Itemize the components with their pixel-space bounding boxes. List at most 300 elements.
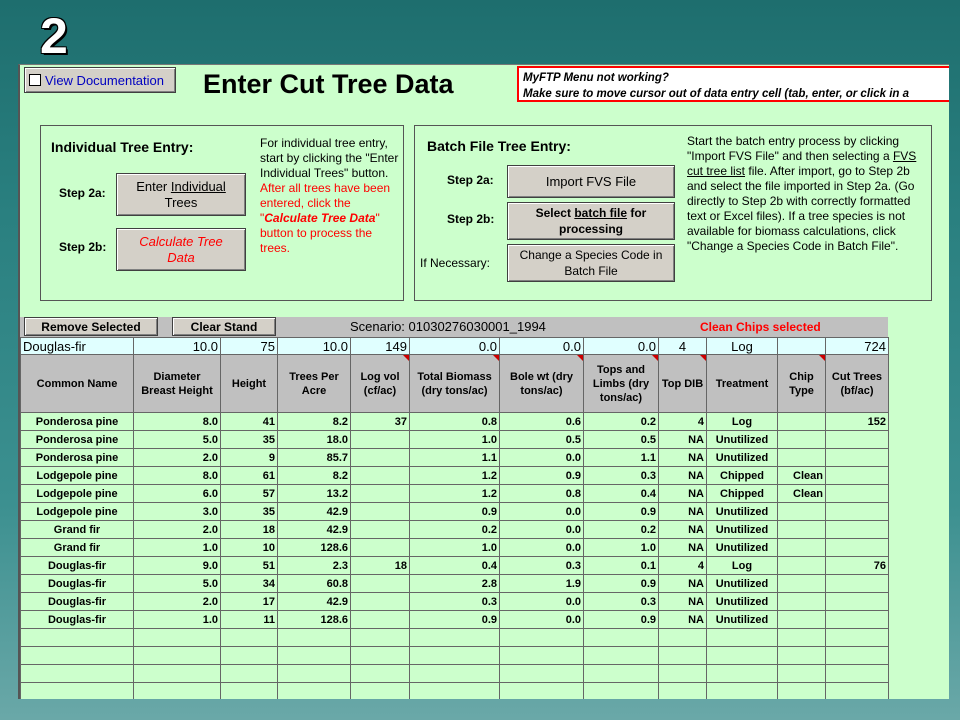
cell-chip-type[interactable] [778, 431, 826, 449]
checkbox-icon [29, 74, 41, 86]
slide-number: 2 [40, 8, 68, 64]
cell-cut-trees[interactable] [826, 593, 889, 611]
view-documentation-label: View Documentation [45, 72, 164, 88]
cell-chip-type[interactable] [778, 593, 826, 611]
entry-cell-tops-limbs[interactable]: 0.0 [584, 338, 659, 355]
cell-tops-limbs[interactable]: 0.3 [584, 467, 659, 485]
cell-trees-per-acre[interactable] [278, 629, 351, 647]
cell-trees-per-acre[interactable]: 42.9 [278, 521, 351, 539]
header-label: Bole wt (dry tons/ac) [510, 370, 573, 397]
entry-cell-trees-per-acre[interactable]: 10.0 [278, 338, 351, 355]
cell-height[interactable] [221, 647, 278, 665]
cell-log-vol[interactable] [351, 449, 410, 467]
header-label: Total Biomass (dry tons/ac) [417, 370, 492, 397]
entry-cell-log-vol[interactable]: 149 [351, 338, 410, 355]
menu-warning-box [517, 66, 949, 102]
cell-height[interactable]: 61 [221, 467, 278, 485]
cell-top-dib[interactable]: NA [659, 575, 707, 593]
cell-common-name[interactable]: Douglas-fir [21, 557, 134, 575]
cell-dbh[interactable]: 9.0 [134, 557, 221, 575]
cell-cut-trees[interactable] [826, 431, 889, 449]
warning-line-2: Make sure to move cursor out of data entry cell (tab, enter, or click in a [523, 88, 910, 100]
cell-treatment[interactable]: Unutilized [707, 575, 778, 593]
cell-treatment[interactable]: Log [707, 557, 778, 575]
calculate-label: Calculate Tree Data [139, 233, 223, 265]
cell-chip-type[interactable] [778, 629, 826, 647]
grid-toolbar [20, 317, 888, 337]
clear-stand-button[interactable] [172, 317, 276, 336]
cell-dbh[interactable]: 6.0 [134, 485, 221, 503]
cell-cut-trees[interactable]: 76 [826, 557, 889, 575]
cell-trees-per-acre[interactable]: 8.2 [278, 467, 351, 485]
table-row[interactable] [21, 629, 889, 647]
table-row[interactable] [21, 611, 889, 629]
change-species-code-button[interactable] [507, 244, 675, 282]
cell-height[interactable]: 51 [221, 557, 278, 575]
cell-height[interactable]: 35 [221, 503, 278, 521]
cell-treatment[interactable]: Chipped [707, 485, 778, 503]
cell-cut-trees[interactable] [826, 665, 889, 683]
cell-tops-limbs[interactable]: 0.2 [584, 521, 659, 539]
comment-indicator-icon [819, 355, 825, 361]
cell-common-name[interactable]: Douglas-fir [21, 575, 134, 593]
cell-tops-limbs[interactable]: 1.0 [584, 539, 659, 557]
cell-common-name[interactable]: Ponderosa pine [21, 431, 134, 449]
cell-bole-wt[interactable]: 0.3 [500, 557, 584, 575]
comment-indicator-icon [577, 355, 583, 361]
cell-bole-wt[interactable]: 0.0 [500, 539, 584, 557]
cell-chip-type[interactable] [778, 539, 826, 557]
cell-bole-wt[interactable] [500, 647, 584, 665]
cell-log-vol[interactable]: 18 [351, 557, 410, 575]
cell-log-vol[interactable] [351, 467, 410, 485]
cell-height[interactable]: 10 [221, 539, 278, 557]
cell-top-dib[interactable]: 4 [659, 413, 707, 431]
cell-log-vol[interactable] [351, 683, 410, 700]
table-row[interactable] [21, 665, 889, 683]
cell-tops-limbs[interactable]: 1.1 [584, 449, 659, 467]
cell-cut-trees[interactable] [826, 683, 889, 700]
cell-dbh[interactable]: 1.0 [134, 611, 221, 629]
cell-height[interactable]: 57 [221, 485, 278, 503]
cell-treatment[interactable]: Unutilized [707, 449, 778, 467]
cell-dbh[interactable]: 5.0 [134, 431, 221, 449]
cell-cut-trees[interactable] [826, 647, 889, 665]
cell-trees-per-acre[interactable] [278, 665, 351, 683]
header-label: Common Name [36, 377, 118, 390]
cell-dbh[interactable] [134, 647, 221, 665]
cell-cut-trees[interactable] [826, 575, 889, 593]
cell-height[interactable]: 11 [221, 611, 278, 629]
cell-dbh[interactable] [134, 629, 221, 647]
cell-common-name[interactable]: Douglas-fir [21, 611, 134, 629]
batch-note-link: FVS cut tree list [687, 149, 917, 178]
select-label-1: Select [535, 206, 575, 220]
entry-cell-treatment[interactable]: Log [707, 338, 778, 355]
spreadsheet [18, 64, 949, 699]
cell-total-biomass[interactable] [410, 647, 500, 665]
cell-dbh[interactable]: 2.0 [134, 593, 221, 611]
comment-indicator-icon [700, 355, 706, 361]
header-label: Log vol (cf/ac) [360, 370, 400, 397]
enter-label-2: Individual [170, 178, 226, 194]
cell-common-name[interactable]: Lodgepole pine [21, 503, 134, 521]
page-title: Enter Cut Tree Data [203, 69, 454, 99]
cell-top-dib[interactable]: NA [659, 593, 707, 611]
cell-tops-limbs[interactable]: 0.9 [584, 575, 659, 593]
cell-treatment[interactable]: Log [707, 413, 778, 431]
header-label: Tops and Limbs (dry tons/ac) [592, 363, 650, 404]
column-header-chip-type [778, 355, 826, 413]
column-header-common-name [21, 355, 134, 413]
table-row[interactable] [21, 539, 889, 557]
cell-top-dib[interactable]: NA [659, 467, 707, 485]
select-label-3: for processing [558, 206, 647, 236]
cell-chip-type[interactable]: Clean [778, 485, 826, 503]
batch-instructions [687, 134, 927, 254]
cell-chip-type[interactable] [778, 449, 826, 467]
cell-total-biomass[interactable]: 1.2 [410, 467, 500, 485]
comment-indicator-icon [493, 355, 499, 361]
header-label: Top DIB [661, 377, 704, 390]
cell-dbh[interactable]: 1.0 [134, 539, 221, 557]
table-row[interactable] [21, 503, 889, 521]
cell-common-name[interactable]: Lodgepole pine [21, 467, 134, 485]
cell-height[interactable]: 17 [221, 593, 278, 611]
cell-log-vol[interactable] [351, 431, 410, 449]
cell-bole-wt[interactable]: 0.0 [500, 503, 584, 521]
batch-step-2a: Step 2a: [447, 173, 494, 187]
cell-top-dib[interactable]: NA [659, 611, 707, 629]
cell-common-name[interactable]: Ponderosa pine [21, 413, 134, 431]
cell-log-vol[interactable]: 37 [351, 413, 410, 431]
cell-total-biomass[interactable]: 0.9 [410, 611, 500, 629]
cell-tops-limbs[interactable]: 0.1 [584, 557, 659, 575]
cell-treatment[interactable]: Chipped [707, 467, 778, 485]
cell-chip-type[interactable] [778, 647, 826, 665]
cell-log-vol[interactable] [351, 575, 410, 593]
entry-row [21, 338, 889, 355]
cell-treatment[interactable]: Unutilized [707, 593, 778, 611]
cell-chip-type[interactable] [778, 575, 826, 593]
cell-tops-limbs[interactable]: 0.9 [584, 503, 659, 521]
cell-common-name[interactable] [21, 629, 134, 647]
column-header-top-dib [659, 355, 707, 413]
clear-stand-label: Clear Stand [190, 319, 258, 334]
cell-trees-per-acre[interactable]: 18.0 [278, 431, 351, 449]
individual-panel-title: Individual Tree Entry: [51, 139, 194, 155]
cell-bole-wt[interactable] [500, 665, 584, 683]
header-label: Cut Trees (bf/ac) [831, 370, 883, 397]
column-header-tops-limbs [584, 355, 659, 413]
cell-common-name[interactable]: Grand fir [21, 521, 134, 539]
cell-height[interactable] [221, 683, 278, 700]
cell-tops-limbs[interactable] [584, 665, 659, 683]
cell-top-dib[interactable]: NA [659, 521, 707, 539]
table-row[interactable] [21, 413, 889, 431]
cell-cut-trees[interactable] [826, 521, 889, 539]
cell-bole-wt[interactable]: 0.5 [500, 431, 584, 449]
header-label: Diameter Breast Height [141, 370, 213, 397]
cell-trees-per-acre[interactable]: 42.9 [278, 503, 351, 521]
table-row[interactable] [21, 683, 889, 700]
cell-tops-limbs[interactable] [584, 683, 659, 700]
comment-indicator-icon [652, 355, 658, 361]
cell-chip-type[interactable] [778, 413, 826, 431]
import-fvs-file-button[interactable] [507, 165, 675, 198]
cell-cut-trees[interactable] [826, 449, 889, 467]
cell-treatment[interactable] [707, 665, 778, 683]
cell-trees-per-acre[interactable]: 13.2 [278, 485, 351, 503]
cell-log-vol[interactable] [351, 593, 410, 611]
entry-cell-cut-trees[interactable]: 724 [826, 338, 889, 355]
select-label-2: batch file [574, 206, 628, 220]
cell-total-biomass[interactable]: 1.0 [410, 539, 500, 557]
table-row[interactable] [21, 467, 889, 485]
batch-step-2b: Step 2b: [447, 212, 495, 226]
table-row[interactable] [21, 593, 889, 611]
select-batch-file-button[interactable] [507, 202, 675, 240]
calculate-tree-data-button[interactable] [116, 228, 246, 271]
header-row [21, 355, 889, 413]
cell-log-vol[interactable] [351, 629, 410, 647]
batch-panel-title: Batch File Tree Entry: [427, 138, 571, 154]
cell-total-biomass[interactable]: 1.0 [410, 431, 500, 449]
cell-dbh[interactable]: 8.0 [134, 467, 221, 485]
column-header-bole-wt [500, 355, 584, 413]
cell-chip-type[interactable]: Clean [778, 467, 826, 485]
entry-cell-bole-wt[interactable]: 0.0 [500, 338, 584, 355]
tree-data-table [20, 337, 889, 699]
cell-bole-wt[interactable]: 0.0 [500, 611, 584, 629]
header-label: Trees Per Acre [289, 370, 339, 397]
cell-tops-limbs[interactable] [584, 629, 659, 647]
cell-chip-type[interactable] [778, 683, 826, 700]
table-row[interactable] [21, 431, 889, 449]
cell-height[interactable]: 35 [221, 431, 278, 449]
cell-tops-limbs[interactable]: 0.2 [584, 413, 659, 431]
cell-cut-trees[interactable] [826, 467, 889, 485]
cell-top-dib[interactable]: NA [659, 449, 707, 467]
cell-cut-trees[interactable] [826, 611, 889, 629]
batch-note-text-1: Start the batch entry process by clicking "Import FVS File" and then selecting a [687, 134, 900, 163]
cell-trees-per-acre[interactable] [278, 683, 351, 700]
batch-note-text-2: file. After import, go to Step 2b and select the file imported in Step 2a. (Go directly to Step 2b with correctly formatted text or Excel files). If a tree species is not available for biomass calculations, click "Change a Species Code in Batch File". [687, 164, 915, 253]
individual-note-red-2: " button to process the trees. [260, 211, 380, 255]
cell-treatment[interactable]: Unutilized [707, 539, 778, 557]
table-row[interactable] [21, 449, 889, 467]
warning-line-1: MyFTP Menu not working? [523, 72, 669, 84]
cell-top-dib[interactable]: NA [659, 503, 707, 521]
cell-top-dib[interactable]: NA [659, 539, 707, 557]
column-header-height [221, 355, 278, 413]
remove-selected-button[interactable] [24, 317, 158, 336]
enter-label-3: Trees [164, 194, 198, 210]
cell-tops-limbs[interactable]: 0.4 [584, 485, 659, 503]
cell-chip-type[interactable] [778, 503, 826, 521]
cell-height[interactable]: 9 [221, 449, 278, 467]
cell-dbh[interactable] [134, 683, 221, 700]
entry-cell-top-dib[interactable]: 4 [659, 338, 707, 355]
cell-bole-wt[interactable]: 0.0 [500, 521, 584, 539]
comment-indicator-icon [403, 355, 409, 361]
chips-selected-label: Clean Chips selected [700, 320, 821, 334]
cell-total-biomass[interactable]: 1.2 [410, 485, 500, 503]
cell-top-dib[interactable]: NA [659, 485, 707, 503]
cell-height[interactable] [221, 665, 278, 683]
cell-trees-per-acre[interactable]: 42.9 [278, 593, 351, 611]
cell-total-biomass[interactable]: 0.2 [410, 521, 500, 539]
table-row[interactable] [21, 575, 889, 593]
cell-bole-wt[interactable]: 1.9 [500, 575, 584, 593]
column-header-total-biomass [410, 355, 500, 413]
entry-cell-height[interactable]: 75 [221, 338, 278, 355]
cell-cut-trees[interactable] [826, 629, 889, 647]
individual-step-2b: Step 2b: [59, 240, 107, 254]
cell-treatment[interactable] [707, 683, 778, 700]
batch-if-necessary: If Necessary: [420, 256, 491, 270]
cell-trees-per-acre[interactable]: 60.8 [278, 575, 351, 593]
cell-treatment[interactable]: Unutilized [707, 431, 778, 449]
individual-tree-panel [40, 125, 404, 301]
cell-height[interactable]: 18 [221, 521, 278, 539]
cell-chip-type[interactable] [778, 521, 826, 539]
cell-bole-wt[interactable] [500, 683, 584, 700]
cell-bole-wt[interactable]: 0.0 [500, 449, 584, 467]
cell-total-biomass[interactable]: 1.1 [410, 449, 500, 467]
cell-top-dib[interactable]: NA [659, 431, 707, 449]
cell-common-name[interactable] [21, 683, 134, 700]
cell-tops-limbs[interactable] [584, 647, 659, 665]
column-header-cut-trees [826, 355, 889, 413]
cell-tops-limbs[interactable]: 0.5 [584, 431, 659, 449]
header-label: Chip Type [789, 370, 814, 397]
cell-dbh[interactable]: 5.0 [134, 575, 221, 593]
cell-treatment[interactable]: Unutilized [707, 521, 778, 539]
column-header-treatment [707, 355, 778, 413]
column-header-trees-per-acre [278, 355, 351, 413]
cell-total-biomass[interactable]: 0.3 [410, 593, 500, 611]
individual-instructions [260, 136, 400, 256]
cell-log-vol[interactable] [351, 521, 410, 539]
enter-label-1: Enter [136, 178, 171, 194]
cell-top-dib[interactable] [659, 683, 707, 700]
enter-individual-trees-button[interactable] [116, 173, 246, 216]
cell-chip-type[interactable] [778, 665, 826, 683]
cell-trees-per-acre[interactable] [278, 647, 351, 665]
table-row[interactable] [21, 485, 889, 503]
cell-top-dib[interactable] [659, 665, 707, 683]
cell-bole-wt[interactable]: 0.0 [500, 593, 584, 611]
header-label: Treatment [715, 377, 769, 390]
cell-dbh[interactable]: 2.0 [134, 521, 221, 539]
cell-bole-wt[interactable] [500, 629, 584, 647]
cell-log-vol[interactable] [351, 647, 410, 665]
cell-common-name[interactable]: Lodgepole pine [21, 485, 134, 503]
cell-treatment[interactable]: Unutilized [707, 611, 778, 629]
cell-log-vol[interactable] [351, 539, 410, 557]
cell-top-dib[interactable] [659, 629, 707, 647]
cell-common-name[interactable]: Douglas-fir [21, 593, 134, 611]
cell-cut-trees[interactable] [826, 503, 889, 521]
cell-top-dib[interactable]: 4 [659, 557, 707, 575]
cell-treatment[interactable]: Unutilized [707, 503, 778, 521]
cell-total-biomass[interactable]: 0.8 [410, 413, 500, 431]
individual-note-text: For individual tree entry, start by clicking the "Enter Individual Trees" button. [260, 136, 399, 180]
cell-cut-trees[interactable] [826, 485, 889, 503]
cell-tops-limbs[interactable]: 0.3 [584, 593, 659, 611]
cell-tops-limbs[interactable]: 0.9 [584, 611, 659, 629]
cell-common-name[interactable] [21, 647, 134, 665]
cell-treatment[interactable] [707, 629, 778, 647]
cell-trees-per-acre[interactable]: 128.6 [278, 539, 351, 557]
cell-cut-trees[interactable] [826, 539, 889, 557]
cell-dbh[interactable]: 3.0 [134, 503, 221, 521]
cell-total-biomass[interactable] [410, 629, 500, 647]
cell-log-vol[interactable] [351, 503, 410, 521]
cell-dbh[interactable] [134, 665, 221, 683]
cell-total-biomass[interactable]: 2.8 [410, 575, 500, 593]
view-documentation-button[interactable] [24, 67, 176, 93]
cell-chip-type[interactable] [778, 611, 826, 629]
cell-common-name[interactable]: Grand fir [21, 539, 134, 557]
scenario-label: Scenario: 01030276030001_1994 [350, 319, 546, 334]
cell-treatment[interactable] [707, 647, 778, 665]
cell-dbh[interactable]: 2.0 [134, 449, 221, 467]
cell-top-dib[interactable] [659, 647, 707, 665]
cell-bole-wt[interactable]: 0.8 [500, 485, 584, 503]
entry-cell-dbh[interactable]: 10.0 [134, 338, 221, 355]
cell-dbh[interactable]: 8.0 [134, 413, 221, 431]
individual-note-red-bold: Calculate Tree Data [264, 211, 376, 225]
cell-trees-per-acre[interactable]: 85.7 [278, 449, 351, 467]
cell-common-name[interactable] [21, 665, 134, 683]
entry-cell-common-name[interactable]: Douglas-fir [21, 338, 134, 355]
cell-total-biomass[interactable] [410, 665, 500, 683]
batch-file-panel [414, 125, 932, 301]
cell-log-vol[interactable] [351, 485, 410, 503]
column-header-dbh [134, 355, 221, 413]
cell-cut-trees[interactable]: 152 [826, 413, 889, 431]
table-row[interactable] [21, 557, 889, 575]
column-header-log-vol [351, 355, 410, 413]
cell-log-vol[interactable] [351, 611, 410, 629]
header-label: Height [231, 377, 267, 390]
table-row[interactable] [21, 521, 889, 539]
cell-total-biomass[interactable] [410, 683, 500, 700]
cell-height[interactable]: 41 [221, 413, 278, 431]
cell-height[interactable]: 34 [221, 575, 278, 593]
entry-cell-total-biomass[interactable]: 0.0 [410, 338, 500, 355]
cell-log-vol[interactable] [351, 665, 410, 683]
cell-trees-per-acre[interactable]: 8.2 [278, 413, 351, 431]
change-species-label: Change a Species Code in Batch File [519, 248, 663, 278]
cell-bole-wt[interactable]: 0.9 [500, 467, 584, 485]
cell-chip-type[interactable] [778, 557, 826, 575]
cell-bole-wt[interactable]: 0.6 [500, 413, 584, 431]
cell-total-biomass[interactable]: 0.4 [410, 557, 500, 575]
cell-height[interactable] [221, 629, 278, 647]
entry-cell-chip-type[interactable] [778, 338, 826, 355]
cell-trees-per-acre[interactable]: 128.6 [278, 611, 351, 629]
cell-trees-per-acre[interactable]: 2.3 [278, 557, 351, 575]
cell-common-name[interactable]: Ponderosa pine [21, 449, 134, 467]
individual-note-red-1: After all trees have been entered, click the " [260, 181, 391, 225]
import-label: Import FVS File [545, 173, 637, 189]
cell-total-biomass[interactable]: 0.9 [410, 503, 500, 521]
individual-step-2a: Step 2a: [59, 186, 106, 200]
table-row[interactable] [21, 647, 889, 665]
